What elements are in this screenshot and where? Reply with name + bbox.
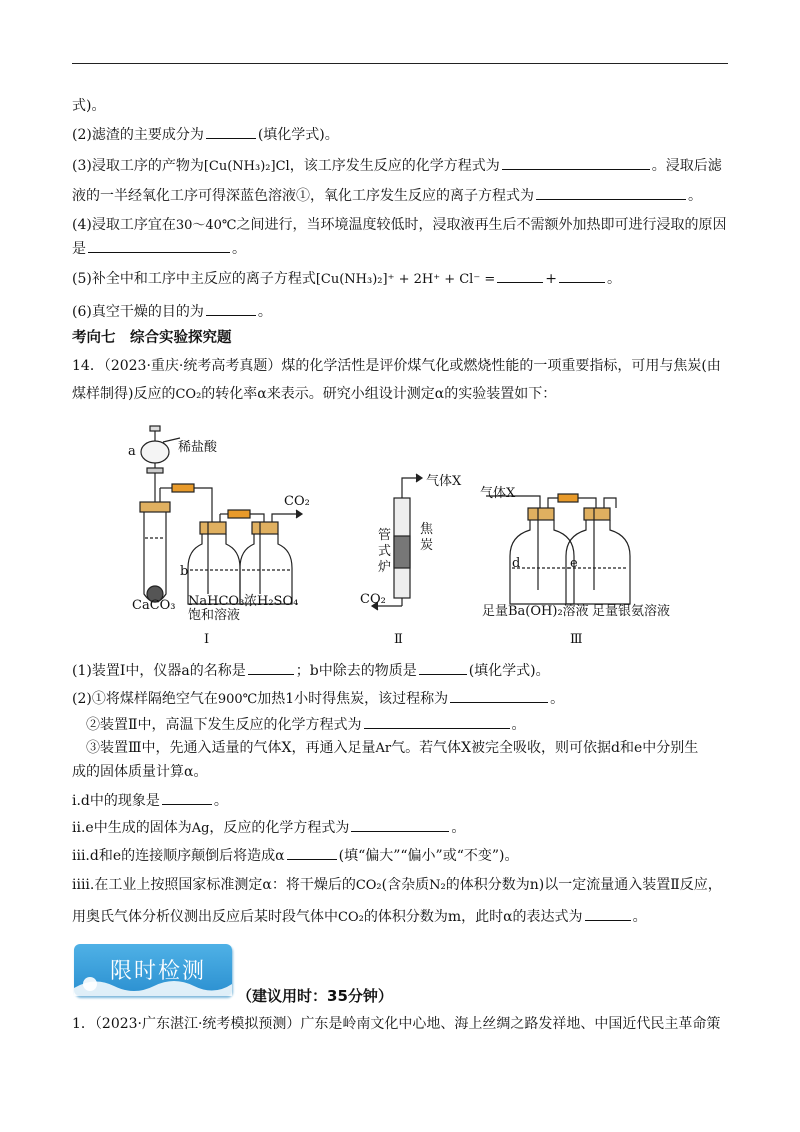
tube-label-1: 管 <box>378 528 392 543</box>
label-a: a <box>128 444 136 459</box>
coke-label-1: 焦 <box>420 522 434 537</box>
answer-blank[interactable] <box>450 688 548 703</box>
question-5: (5)补全中和工序中主反应的离子方程式[Cu(NH₃)₂]⁺ + 2H⁺ + Cl⁻ = + 。 <box>72 268 732 290</box>
item-ii: ii.e中生成的固体为Ag，反应的化学方程式为 。 <box>72 817 732 839</box>
baoh2-label: 足量Ba(OH)₂溶液 <box>482 604 589 619</box>
text-line: 液的一半经氧化工序可得深蓝色溶液①，氧化工序发生反应的离子方程式为 。 <box>72 185 732 206</box>
section-title: 考向七 综合实验探究题 <box>72 330 232 346</box>
coke-label-2: 炭 <box>420 538 434 553</box>
answer-blank[interactable] <box>162 790 212 805</box>
item-i: i.d中的现象是 。 <box>72 790 732 811</box>
timed-test-badge <box>74 944 232 996</box>
answer-blank[interactable] <box>536 185 686 200</box>
question-3: (3)浸取工序的产物为[Cu(NH₃)₂]Cl，该工序发生反应的化学方程式为 。浸取后滤 <box>72 155 732 177</box>
caption-ii: Ⅱ <box>394 632 403 647</box>
caption-iii: Ⅲ <box>570 632 583 647</box>
answer-blank[interactable] <box>206 124 256 139</box>
answer-blank[interactable] <box>248 660 294 675</box>
text-line: 成的固体质量计算α。 <box>72 764 208 780</box>
acid-label: 稀盐酸 <box>178 440 218 455</box>
text-line: 煤样制得)反应的CO₂的转化率α来表示。研究小组设计测定α的实验装置如下： <box>72 386 557 402</box>
nahco3-label: NaHCO₃ <box>188 594 245 609</box>
subquestion-1: (1)装置Ⅰ中，仪器a的名称是 ；b中除去的物质是 (填化学式)。 <box>72 660 732 681</box>
answer-blank[interactable] <box>585 906 631 921</box>
text-line: 用奥氏气体分析仪测出反应后某时段气体中CO₂的体积分数为m，此时α的表达式为 。 <box>72 906 732 928</box>
label-e: e <box>570 556 578 571</box>
question-2: (2)滤渣的主要成分为 (填化学式)。 <box>72 124 732 145</box>
header-rule <box>72 63 728 64</box>
answer-blank[interactable] <box>351 817 449 832</box>
subquestion-2b: ②装置Ⅱ中，高温下发生反应的化学方程式为 。 <box>86 714 746 735</box>
co2-out-label: CO₂ <box>284 494 310 509</box>
item-iii: iii.d和e的连接顺序颠倒后将造成α (填“偏大”“偏小”或“不变”)。 <box>72 845 732 866</box>
text-line: 是 。 <box>72 238 732 259</box>
answer-blank[interactable] <box>559 268 605 283</box>
caption-i: Ⅰ <box>204 632 210 647</box>
h2so4-label: 浓H₂SO₄ <box>244 594 299 609</box>
answer-blank[interactable] <box>287 845 337 860</box>
answer-blank[interactable] <box>88 238 230 253</box>
answer-blank[interactable] <box>419 660 467 675</box>
badge-title: 限时检测 <box>110 959 207 984</box>
answer-blank[interactable] <box>497 268 543 283</box>
time-note: （建议用时：35分钟） <box>237 987 393 1005</box>
nahco3-label-2: 饱和溶液 <box>188 608 241 623</box>
label-b: b <box>180 564 189 579</box>
answer-blank[interactable] <box>206 301 256 316</box>
subquestion-2c: ③装置Ⅲ中，先通入适量的气体X，再通入足量Ar气。若气体X被完全吸收，则可依据d和e中分别生 <box>86 740 699 756</box>
label-d: d <box>512 556 521 571</box>
question-4: (4)浸取工序宜在30～40℃之间进行，当环境温度较低时，浸取液再生后不需额外加热即可进行浸取的原因 <box>72 217 727 233</box>
silver-ammonia-label: 足量银氨溶液 <box>592 604 671 619</box>
item-iiii: iiii.在工业上按照国家标准测定α：将干燥后的CO₂(含杂质N₂的体积分数为n)以一定流量通入装置Ⅱ反应， <box>72 877 722 893</box>
tube-label-3: 炉 <box>378 560 392 575</box>
question-6: (6)真空干燥的目的为 。 <box>72 301 732 322</box>
caco3-label: CaCO₃ <box>132 598 176 613</box>
answer-blank[interactable] <box>502 155 650 170</box>
gas-x-out-label: 气体X <box>426 474 462 489</box>
subquestion-2: (2)①将煤样隔绝空气在900℃加热1小时得焦炭，该过程称为 。 <box>72 688 732 710</box>
answer-blank[interactable] <box>364 714 510 729</box>
co2-in-label: CO₂ <box>360 592 386 607</box>
tube-label-2: 式 <box>378 544 392 559</box>
question-14: 14．（2023·重庆·统考高考真题）煤的化学活性是评价煤气化或燃烧性能的一项重要指标，可用与焦炭(由 <box>72 358 721 374</box>
gas-x-in-label: 气体X <box>480 486 516 501</box>
text-line: 式)。 <box>72 98 106 114</box>
question-1: 1．（2023·广东湛江·统考模拟预测）广东是岭南文化中心地、海上丝绸之路发祥地、中国近代民主革命策 <box>72 1016 721 1032</box>
